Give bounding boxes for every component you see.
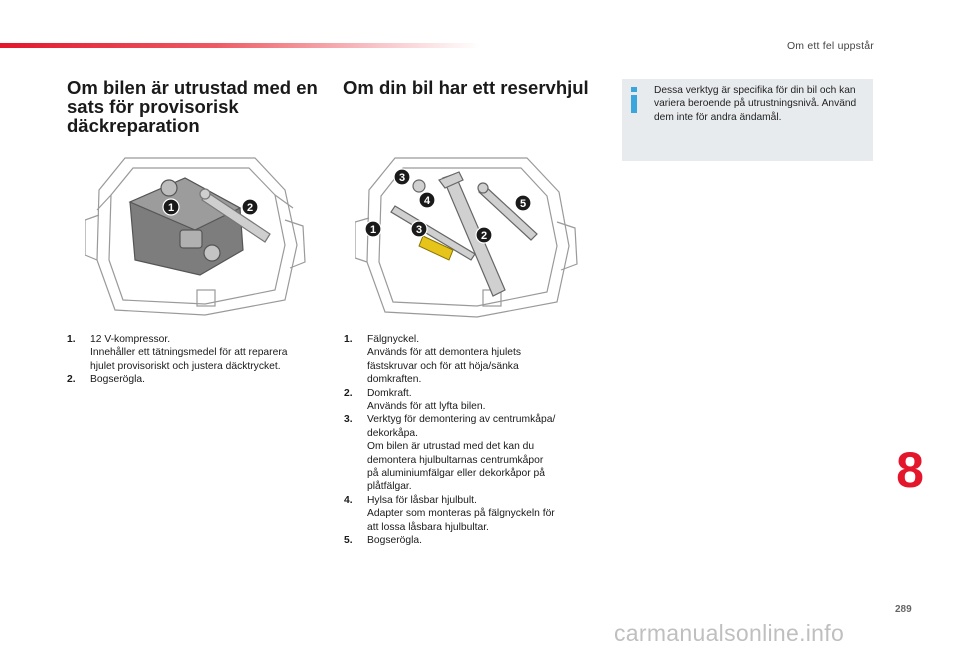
- list-item: [344, 494, 604, 534]
- repair-kit-illustration: [85, 150, 310, 320]
- callout-5: [515, 195, 531, 211]
- svg-text:1: 1: [369, 224, 377, 236]
- list-item-number: 4.: [344, 494, 353, 506]
- list-item-text: Verktyg för demontering av centrumkåpa/: [367, 414, 556, 426]
- list-item-text: Används för att demontera hjulets: [367, 347, 521, 359]
- svg-text:2: 2: [480, 230, 488, 242]
- right-item-list: [344, 333, 604, 548]
- page-number: 289: [895, 604, 912, 615]
- list-item-text: fästskruvar och för att höja/sänka: [367, 360, 519, 372]
- list-item-text: Bogserögla.: [90, 374, 145, 386]
- callout-2: [476, 227, 492, 243]
- callout-2: [242, 199, 258, 215]
- callout-4: [419, 192, 435, 208]
- callout-3-bottom: [411, 221, 427, 237]
- list-item-text: domkraften.: [367, 374, 422, 386]
- list-item: [344, 387, 604, 414]
- list-item-number: 2.: [67, 374, 76, 386]
- list-item-number: 3.: [344, 414, 353, 426]
- list-item-number: 1.: [67, 334, 76, 345]
- list-item: [67, 373, 337, 386]
- list-item-text: plåtfälgar.: [367, 481, 412, 493]
- list-item-text: Fälgnyckel.: [367, 334, 420, 345]
- list-item-text: Adapter som monteras på fälgnyckeln för: [367, 508, 555, 520]
- list-item-text: demontera hjulbultarnas centrumkåpor: [367, 454, 544, 466]
- list-item: [344, 333, 604, 387]
- spare-wheel-tools-illustration: [355, 150, 583, 322]
- section-title: Om ett fel uppstår: [786, 40, 874, 52]
- info-icon: [630, 87, 638, 113]
- callout-1: [163, 199, 179, 215]
- list-item-text: hjulet provisoriskt och justera däcktrycket.: [90, 360, 281, 372]
- list-item-text: Hylsa för låsbar hjulbult.: [367, 494, 477, 506]
- list-item: [344, 534, 604, 547]
- left-item-list: [67, 333, 337, 387]
- list-item-text: Domkraft.: [367, 387, 412, 399]
- callout-1: [365, 221, 381, 237]
- watermark: carmanualsonline.info: [614, 620, 845, 646]
- list-item-number: 2.: [344, 387, 353, 399]
- info-box: [622, 79, 873, 161]
- list-item-number: 5.: [344, 535, 353, 547]
- list-item-text: Bogserögla.: [367, 535, 422, 547]
- svg-text:4: 4: [423, 195, 431, 207]
- svg-text:3: 3: [398, 172, 406, 184]
- list-item: [67, 333, 337, 373]
- svg-text:5: 5: [519, 198, 527, 210]
- svg-text:2: 2: [246, 202, 254, 214]
- list-item-text: Innehåller ett tätningsmedel för att reparera: [90, 347, 288, 359]
- left-heading: Om bilen är utrustad med en sats för provisorisk däckreparation: [67, 77, 318, 136]
- callout-3-top: [394, 169, 410, 185]
- list-item-text: dekorkåpa.: [367, 427, 418, 439]
- svg-text:1: 1: [167, 202, 175, 214]
- list-item-text: att lossa låsbara hjulbultar.: [367, 521, 489, 533]
- right-heading: Om din bil har ett reservhjul: [343, 77, 589, 98]
- info-text: Dessa verktyg är specifika för din bil och kan variera beroende på utrustningsnivå. Använd dem inte för andra ändamål.: [654, 85, 857, 123]
- svg-text:3: 3: [415, 224, 423, 236]
- list-item-number: 1.: [344, 334, 353, 345]
- list-item-text: 12 V-kompressor.: [90, 334, 171, 345]
- list-item-text: Om bilen är utrustad med det kan du: [367, 441, 535, 453]
- header-accent-bar: [0, 43, 480, 48]
- list-item: [344, 413, 604, 493]
- list-item-text: på aluminiumfälgar eller dekorkåpor på: [367, 468, 546, 480]
- chapter-number: 8: [896, 442, 924, 498]
- list-item-text: Används för att lyfta bilen.: [367, 401, 486, 413]
